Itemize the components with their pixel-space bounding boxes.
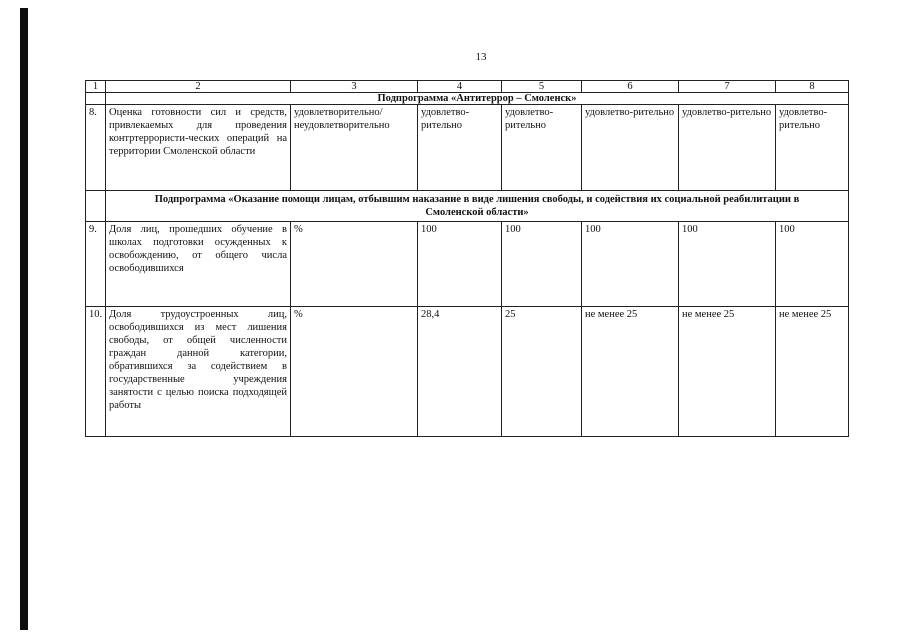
value-cell: удовлетво-рительно [582, 105, 679, 191]
unit-cell: % [291, 307, 418, 437]
subprogram-title: Подпрограмма «Оказание помощи лицам, отбывшим наказание в виде лишения свободы, и содействия их социальной реабилитации в Смоленской области» [106, 191, 849, 222]
row-number: 8. [86, 105, 106, 191]
blank-cell [86, 93, 106, 105]
column-number-row [86, 81, 849, 93]
blank-cell [86, 191, 106, 222]
row-number: 9. [86, 222, 106, 307]
unit-cell: удовлетворительно/ неудовлетворительно [291, 105, 418, 191]
value-cell: 28,4 [418, 307, 502, 437]
binding-margin-bar [20, 8, 28, 630]
column-header: 6 [582, 81, 679, 93]
subprogram-title-row [86, 93, 849, 105]
column-header: 2 [106, 81, 291, 93]
value-cell: 100 [679, 222, 776, 307]
column-header: 3 [291, 81, 418, 93]
value-cell: удовлетво-рительно [679, 105, 776, 191]
value-cell: не менее 25 [776, 307, 849, 437]
value-cell: 100 [418, 222, 502, 307]
page-number: 13 [475, 51, 487, 63]
value-cell: не менее 25 [679, 307, 776, 437]
value-cell: 100 [502, 222, 582, 307]
value-cell: 100 [582, 222, 679, 307]
table-row [86, 307, 849, 437]
column-header: 1 [86, 81, 106, 93]
column-header: 5 [502, 81, 582, 93]
value-cell: удовлетво-рительно [502, 105, 582, 191]
value-cell: удовлетво-рительно [776, 105, 849, 191]
unit-cell: % [291, 222, 418, 307]
indicator-name: Оценка готовности сил и средств, привлекаемых для проведения контртеррористи-ческих операций на территории Смоленской области [106, 105, 291, 191]
subprogram-title: Подпрограмма «Антитеррор – Смоленск» [106, 93, 849, 105]
value-cell: 100 [776, 222, 849, 307]
indicator-name: Доля лиц, прошедших обучение в школах подготовки осужденных к освобождению, от общего числа освободившихся [106, 222, 291, 307]
column-header: 4 [418, 81, 502, 93]
value-cell: удовлетво-рительно [418, 105, 502, 191]
column-header: 8 [776, 81, 849, 93]
row-number: 10. [86, 307, 106, 437]
table-row [86, 105, 849, 191]
value-cell: 25 [502, 307, 582, 437]
subprogram-title-row [86, 191, 849, 222]
table-row [86, 222, 849, 307]
indicators-table [85, 80, 849, 437]
indicator-name: Доля трудоустроенных лиц, освободившихся из мест лишения свободы, от общей численности граждан данной категории, обратившихся за содействием в государственные учреждения занятости с целью поиска подходящей работы [106, 307, 291, 437]
value-cell: не менее 25 [582, 307, 679, 437]
column-header: 7 [679, 81, 776, 93]
